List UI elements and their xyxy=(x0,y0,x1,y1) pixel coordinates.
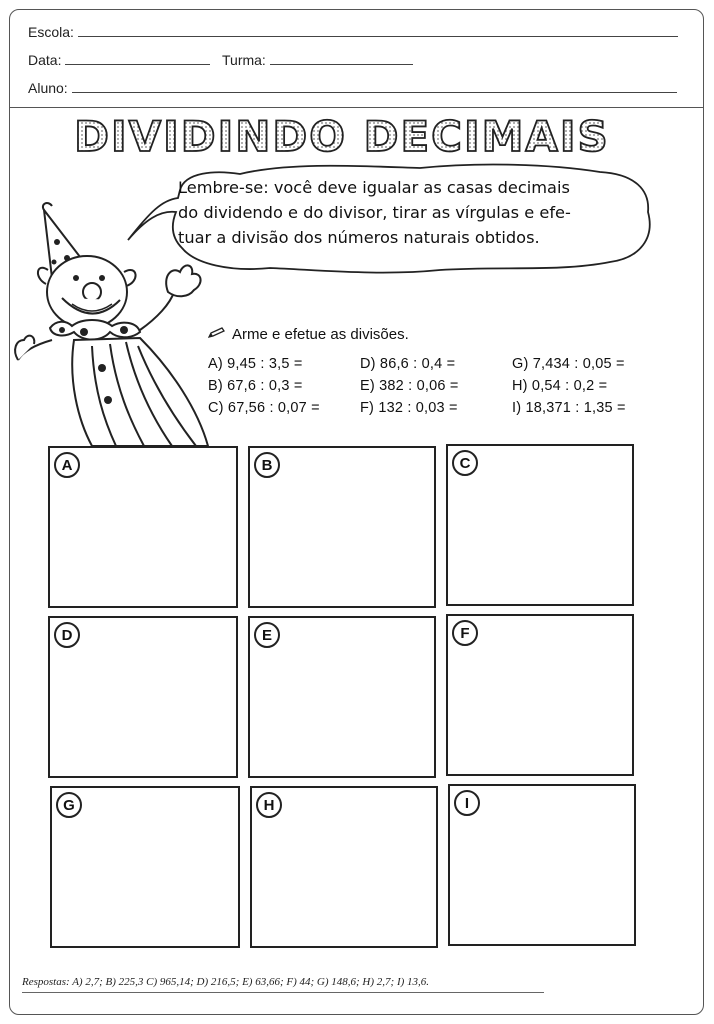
answer-key-underline xyxy=(22,992,544,993)
student-line xyxy=(28,80,677,96)
answer-box-e[interactable] xyxy=(248,616,436,778)
student-label: Aluno: xyxy=(28,80,68,96)
answer-box-b[interactable] xyxy=(248,446,436,608)
problem-h: H) 0,54 : 0,2 = xyxy=(512,378,608,394)
student-field[interactable] xyxy=(72,92,677,93)
instruction-text: Arme e efetue as divisões. xyxy=(232,326,409,343)
answer-box-d[interactable] xyxy=(48,616,238,778)
problem-b: B) 67,6 : 0,3 = xyxy=(208,378,303,394)
clown-illustration xyxy=(12,200,212,450)
problem-d: D) 86,6 : 0,4 = xyxy=(360,356,456,372)
answer-box-g[interactable] xyxy=(50,786,240,948)
instruction xyxy=(208,326,409,343)
pencil-icon xyxy=(208,326,226,343)
answer-box-f[interactable] xyxy=(446,614,634,776)
school-line xyxy=(28,24,678,40)
answer-box-c[interactable] xyxy=(446,444,634,606)
class-field[interactable] xyxy=(270,64,413,65)
box-label-i: I xyxy=(454,790,480,816)
box-label-b: B xyxy=(254,452,280,478)
problem-e: E) 382 : 0,06 = xyxy=(360,378,459,394)
answer-box-a[interactable] xyxy=(48,446,238,608)
reminder-line-2: do dividendo e do divisor, tirar as vírgulas e efe- xyxy=(178,203,571,222)
date-label: Data: xyxy=(28,52,62,68)
school-label: Escola: xyxy=(28,24,74,40)
answer-box-i[interactable] xyxy=(448,784,636,946)
box-label-e: E xyxy=(254,622,280,648)
box-label-g: G xyxy=(56,792,82,818)
reminder-line-3: tuar a divisão dos números naturais obtidos. xyxy=(178,228,540,247)
title-text: DIVIDINDO DECIMAIS xyxy=(74,112,610,161)
answer-key: Respostas: A) 2,7; B) 225,3 C) 965,14; D) 216,5; E) 63,66; F) 44; G) 148,6; H) 2,7; I) 13,6. xyxy=(22,976,430,988)
page-title xyxy=(72,105,612,163)
header xyxy=(10,10,703,108)
school-field[interactable] xyxy=(78,36,678,37)
box-label-f: F xyxy=(452,620,478,646)
problem-f: F) 132 : 0,03 = xyxy=(360,400,458,416)
reminder-text xyxy=(178,175,648,250)
answer-box-h[interactable] xyxy=(250,786,438,948)
class-line xyxy=(222,52,413,68)
box-label-d: D xyxy=(54,622,80,648)
date-field[interactable] xyxy=(65,64,210,65)
problem-a: A) 9,45 : 3,5 = xyxy=(208,356,303,372)
class-label: Turma: xyxy=(222,52,266,68)
date-line xyxy=(28,52,210,68)
problem-i: I) 18,371 : 1,35 = xyxy=(512,400,626,416)
problem-c: C) 67,56 : 0,07 = xyxy=(208,400,320,416)
problem-g: G) 7,434 : 0,05 = xyxy=(512,356,625,372)
box-label-c: C xyxy=(452,450,478,476)
box-label-h: H xyxy=(256,792,282,818)
reminder-line-1: Lembre-se: você deve igualar as casas decimais xyxy=(178,178,570,197)
box-label-a: A xyxy=(54,452,80,478)
